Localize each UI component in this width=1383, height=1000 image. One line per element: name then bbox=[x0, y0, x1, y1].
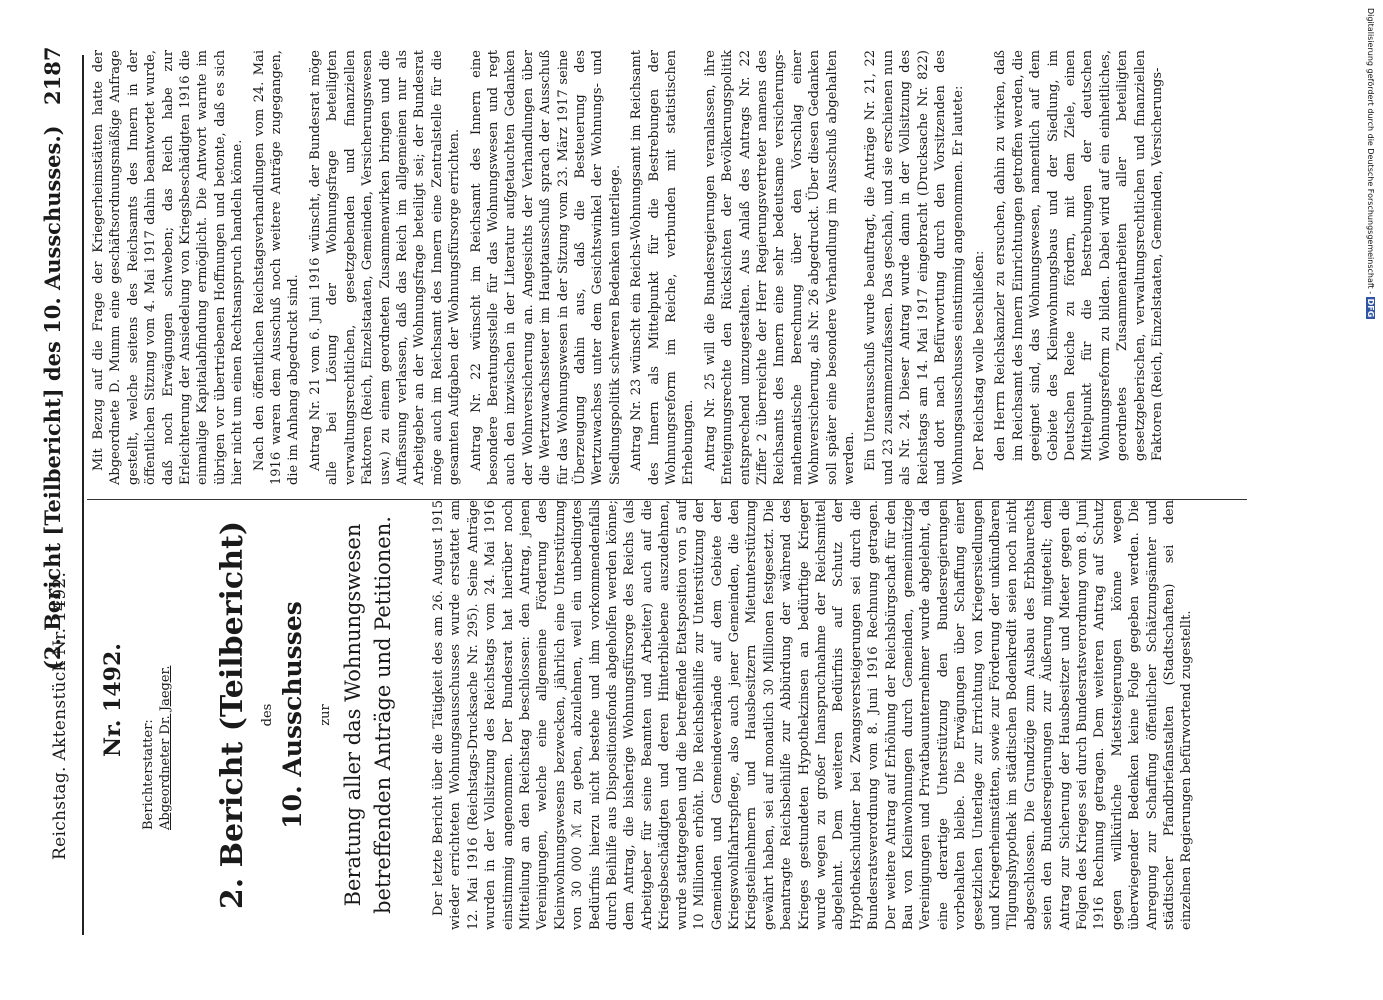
title-des: des bbox=[260, 703, 275, 727]
page-number: 2187 bbox=[40, 46, 65, 105]
document-number: Nr. 1492. bbox=[100, 643, 126, 757]
body-paragraph: Der letzte Bericht über die Tätigkeit des am 26. August 1915 wieder errichteten Wohnungsausschusses wurde erstattet am 12. Mai 1916 (Reichstags-Drucksache Nr. 295). Seine Anträge wurden in der Vollsitzung des Reichstags vom 24. Mai 1916 einstimmig angenommen. Der Bundesrat hat hierüber noch Mitteilung an den Reichstag beschlossen: den Antrag, jenen Vereinigungen, welche eine allgemeine Förderung des Kleinwohnungswesens bezwecken, jährlich eine Unterstützung von 30 000 ℳ zu geben, abzulehnen, weil ein unbedingtes Bedürfnis hierzu nicht bestehe und ihm vorkommendenfalls durch Beihilfe aus Dispositionsfonds abgeholfen werden könne; dem Antrag, die bisherige Wohnungsfürsorge des Reichs (als Arbeitgeber für seine Beamten und Arbeiter) auch auf die Kriegsbeschädigten und deren Hinterbliebene auszudehnen, wurde stattgegeben und die betreffende Etatsposition von 5 auf 10 Millionen erhöht. Die Reichsbeihilfe zur Unterstützung der Gemeinden und Gemeindeverbände auf dem Gebiete der Kriegswohlfahrtspflege, also auch jener Gemeinden, die den Kriegsteilnehmern und Hausbesitzern Mietunterstützung gewährt haben, sei auf monatlich 30 Millionen festgesetzt. Die beantragte Reichsbeihilfe zur Abbürdung der während des Krieges gestundeten Hypothekzinsen an bedürftige Krieger wurde wegen zu großer Inanspruchnahme der Reichsmittel abgelehnt. Dem weiteren Bedürfnis auf Schutz der Hypothekschuldner bei Zwangsversteigerungen sei durch die Bundesratsverordnung vom 8. Juni 1916 Rechnung getragen. Der weitere Antrag auf Erhöhung der Reichsbürgschaft für den Bau von Kleinwohnungen durch Gemeinden, gemeinnützige Vereinigungen und Privatbauunternehmer wurde abgelehnt, da eine derartige Unterstützung den Bundesregierungen vorbehalten bleibe. Die Erwägungen über Schaffung einer gesetzlichen Unterlage zur Errichtung von Kriegersiedlungen und Kriegerheimstätten, sowie zur Förderung der unkündbaren Tilgungshypothek im städtischen Bodenkredit seien noch nicht abgeschlossen. Die Grundzüge zum Ausbau des Erbbaurechts seien den Bundesregierungen zur Äußerung mitgeteilt; dem Antrag zur Sicherung der Hausbesitzer und Mieter gegen die Folgen des Krieges sei durch Bundesratsverordnung vom 8. Juni 1916 Rechnung getragen. Dem weiteren Antrag auf Schutz gegen willkürliche Mietsteigerungen könne wegen überwiegender Bedenken keine Folge gegeben werden. Die Anregung zur Schaffung öffentlicher Schätzungsämter und städtischer Pfandbriefanstalten (Stadtschaften) sei den einzelnen Regierungen befürwortend zugestellt. bbox=[431, 500, 1195, 930]
quoted-resolution: den Herrn Reichskanzler zu ersuchen, dahin zu wirken, daß im Reichsamt des Innern Einrichtungen getroffen werden, die geeignet sind, das Wohnungswesen, namentlich auf dem Gebiete des Kleinwohnungsbaus und der Siedlung, im Deutschen Reiche zu fördern, mit dem Ziele, einen Mittelpunkt für die Bestrebungen der deutschen Wohnungsreform zu bilden. Dabei wird auf ein einheitliches, geordnetes Zusammenarbeiten aller beteiligten gesetzgeberischen, verwaltungsrechtlichen und finanziellen Faktoren (Reich, Einzelstaaten, Gemeinden, Versicherungs- bbox=[993, 50, 1165, 461]
sponsor-text: Digitalisierung gefördert durch die Deutsche Forschungsgemeinschaft - bbox=[1366, 8, 1375, 295]
sponsor-stamp bbox=[1367, 8, 1375, 993]
report-title: 2. Bericht (Teilbericht) bbox=[215, 520, 250, 910]
body-paragraph: Mit Bezug auf die Frage der Kriegerheimstätten hatte der Abgeordnete D. Mumm eine geschäftsordnungsmäßige Anfrage gestellt, welche seitens des Reichsamts des Innern in der öffentlichen Sitzung vom 4. Mai 1917 dahin beantwortet wurde, daß noch Erwägungen schweben; das Reich habe zur Erleichterung der Ansiedelung von Kriegsbeschädigten 1916 die einmalige Kapitalabfindung ermöglicht. Die Antwort warnte im übrigen vor übertriebenen Hoffnungen und betonte, daß es sich hier nicht um einen Rechtsanspruch handeln könne. bbox=[91, 50, 246, 485]
right-column-body bbox=[90, 50, 1166, 485]
reporter-label: Berichterstatter: bbox=[141, 719, 156, 830]
running-header-left: Reichstag. Aktenstück Nr. 1492. bbox=[50, 571, 70, 860]
quote-intro: Der Reichstag wolle beschließen: bbox=[971, 250, 987, 471]
left-column-body bbox=[430, 500, 1196, 930]
body-paragraph: Antrag Nr. 21 vom 6. Juni 1916 wünscht, der Bundesrat möge alle bei Lösung der Wohnungsfrage beteiligten verwaltungsrechtlichen, gesetzgebenden und finanziellen Faktoren (Reich, Einzelstaaten, Gemeinden, Versicherungswesen usw.) zu einem geordneten Zusammenwirken bringen und die Auffassung verlassen, daß das Reich im allgemeinen nur als Arbeitgeber an der Wohnungsfrage beteiligt sei; der Bundesrat möge auch im Reichsamt des Innern eine Zentralstelle für die gesamten Aufgaben der Wohnungsfürsorge errichten. bbox=[307, 50, 463, 485]
subject-title: Beratung aller das Wohnungswesen betreffenden Anträge und Petitionen. bbox=[341, 516, 395, 914]
body-paragraph: Nach den öffentlichen Reichstagsverhandlungen vom 24. Mai 1916 waren dem Ausschuß noch weitere Anträge zugegangen, die im Anhang abgedruckt sind. bbox=[251, 50, 302, 485]
dfg-logo: DFG bbox=[1366, 298, 1375, 318]
body-paragraph: Antrag Nr. 25 will die Bundesregierungen veranlassen, ihre Enteignungsrechte den Rücksichten der Bevölkerungspolitik entsprechend umzugestalten. Aus Anlaß des Antrags Nr. 22 Ziffer 2 überreichte der Herr Regierungsvertreter namens des Reichsamts des Innern eine sehr bedeutsame versicherungs-mathematische Berechnung über den Vorschlag einer Wohnversicherung, als Nr. 26 abgedruckt. Über diesen Gedanken soll später eine besondere Verhandlung im Ausschuß abgehalten werden. bbox=[702, 50, 858, 485]
body-paragraph: Antrag Nr. 22 wünscht im Reichsamt des Innern eine besondere Beratungsstelle für das Wohnungswesen und regt auch den inzwischen in der Literatur aufgetauchten Gedanken der Wohnversicherung an. Angesichts der Verhandlungen über die Wertzuwachssteuer im Hauptausschuß sprach der Ausschuß für das Wohnungswesen in der Sitzung vom 23. März 1917 seine Überzeugung dahin aus, daß die Besteuerung des Wertzuwachses unter dem Gesichtswinkel der Wohnungs- und Siedlungspolitik schweren Bedenken unterliege. bbox=[468, 50, 623, 485]
reporter-block bbox=[140, 560, 174, 830]
title-zur: zur bbox=[318, 704, 333, 726]
header-rule bbox=[82, 55, 84, 935]
committee-title: 10. Ausschusses bbox=[278, 601, 307, 829]
body-paragraph: Ein Unterausschuß wurde beauftragt, die Anträge Nr. 21, 22 und 23 zusammenzufassen. Das geschah, und sie erschienen nun als Nr. 24. Dieser Antrag wurde dann in der Vollsitzung des Reichstags am 14. Mai 1917 eingebracht (Drucksache Nr. 822) und dort nach Befürwortung durch den Vorsitzenden des Wohnungsausschusses einstimmig angenommen. Er lautete: bbox=[863, 50, 966, 485]
body-paragraph: Antrag Nr. 23 wünscht ein Reichs-Wohnungsamt im Reichsamt des Innern als Mittelpunkt für die Bestrebungen der Wohnungsreform im Reiche, verbunden mit statistischen Erhebungen. bbox=[629, 50, 697, 485]
running-header-right: (2. Bericht [Teilbericht] des 10. Ausschusses.) bbox=[40, 125, 65, 670]
reporter-name: Abgeordneter Dr. Jaeger. bbox=[158, 665, 173, 830]
